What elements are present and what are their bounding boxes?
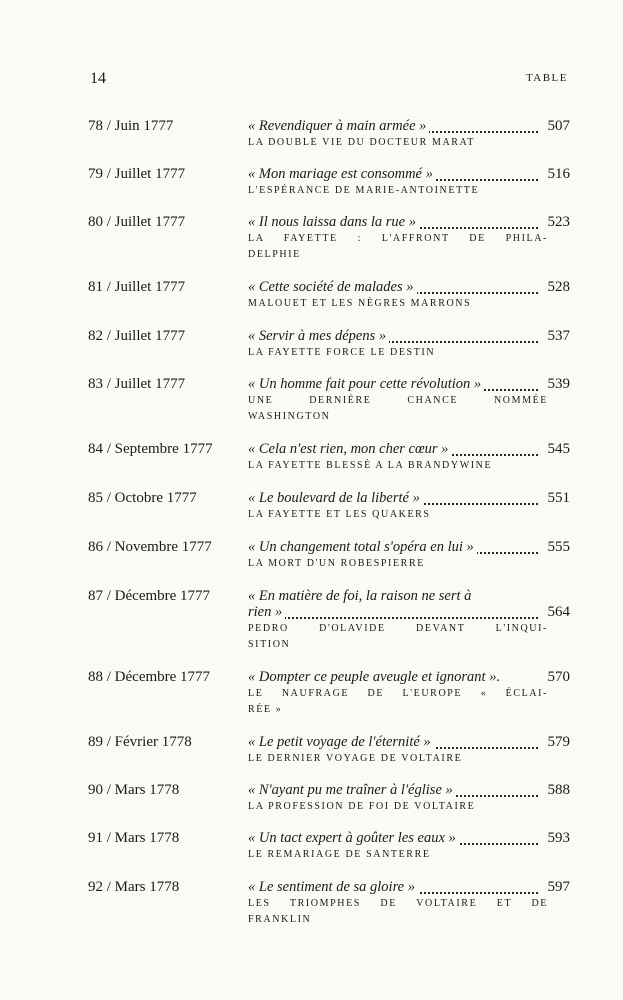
entry-page-number: 528 <box>545 279 571 295</box>
entry-body <box>248 734 570 767</box>
entry-body <box>248 539 570 572</box>
entry-title: « Le boulevard de la liberté » 551 <box>248 490 570 506</box>
entry-title: « Le petit voyage de l'éternité » 579 <box>248 734 570 750</box>
entry-subtitle: LE DERNIER VOYAGE DE VOLTAIRE <box>248 753 463 764</box>
entry-page-number: 564 <box>545 604 571 620</box>
entry-subtitle: MALOUET ET LES NÈGRES MARRONS <box>248 298 472 309</box>
entry-date: 85 / Octobre 1777 <box>88 490 197 506</box>
entry-page-number: 570 <box>545 669 571 685</box>
entry-date: 84 / Septembre 1777 <box>88 441 213 457</box>
entry-page-number: 516 <box>545 166 571 182</box>
entry-title: « N'ayant pu me traîner à l'église » 588 <box>248 782 570 798</box>
entry-body <box>248 441 570 474</box>
entry-page-number: 579 <box>545 734 571 750</box>
entry-date: 87 / Décembre 1777 <box>88 588 211 604</box>
entry-body <box>248 118 570 151</box>
entry-title: « Mon mariage est consommé » 516 <box>248 166 570 182</box>
entry-date: 91 / Mars 1778 <box>88 830 180 846</box>
entry-subtitle: LA FAYETTE BLESSÉ A LA BRANDYWINE <box>248 460 493 471</box>
entry-title: « Un homme fait pour cette révolution » 539 <box>248 376 570 392</box>
entry-title: « Un tact expert à goûter les eaux » 593 <box>248 830 570 846</box>
page-header <box>90 70 568 90</box>
running-title: TABLE <box>525 72 568 84</box>
entry-page-number: 551 <box>545 490 571 506</box>
entry-title: « Le sentiment de sa gloire » 597 <box>248 879 570 895</box>
entry-subtitle: LA DOUBLE VIE DU DOCTEUR MARAT <box>248 137 475 148</box>
entry-body <box>248 782 570 815</box>
entry-title: « Servir à mes dépens » 537 <box>248 328 570 344</box>
entry-title: « Cette société de malades » 528 <box>248 279 570 295</box>
entry-title: « Un changement total s'opéra en lui » 555 <box>248 539 570 555</box>
entry-title: rien » 564 <box>248 604 570 620</box>
entry-page-number: 588 <box>545 782 571 798</box>
entry-subtitle: PEDRO D'OLAVIDE DEVANT L'INQUI- SITION <box>248 623 548 650</box>
entry-date: 82 / Juillet 1777 <box>88 328 186 344</box>
entry-page-number: 593 <box>545 830 571 846</box>
entry-date: 79 / Juillet 1777 <box>88 166 186 182</box>
entry-date: 92 / Mars 1778 <box>88 879 180 895</box>
entry-title: « Cela n'est rien, mon cher cœur » 545 <box>248 441 570 457</box>
entry-body <box>248 214 570 263</box>
entry-page-number: 597 <box>545 879 571 895</box>
entry-subtitle: LE REMARIAGE DE SANTERRE <box>248 849 431 860</box>
entry-page-number: 537 <box>545 328 571 344</box>
entry-body <box>248 588 570 653</box>
entry-date: 81 / Juillet 1777 <box>88 279 186 295</box>
entry-page-number: 523 <box>545 214 571 230</box>
entry-subtitle: LA MORT D'UN ROBESPIERRE <box>248 558 425 569</box>
entry-subtitle: LA FAYETTE : L'AFFRONT DE PHILA- DELPHIE <box>248 233 548 260</box>
entry-page-number: 545 <box>545 441 571 457</box>
entry-page-number: 507 <box>545 118 571 134</box>
entry-date: 86 / Novembre 1777 <box>88 539 212 555</box>
entry-page-number: 555 <box>545 539 571 555</box>
entry-body <box>248 669 570 718</box>
entry-body <box>248 490 570 523</box>
entry-title-line: « En matière de foi, la raison ne sert à <box>248 588 570 604</box>
entry-subtitle: LA PROFESSION DE FOI DE VOLTAIRE <box>248 801 476 812</box>
entry-subtitle: LES TRIOMPHES DE VOLTAIRE ET DE FRANKLIN <box>248 898 548 925</box>
entry-date: 90 / Mars 1778 <box>88 782 180 798</box>
entry-body <box>248 879 570 928</box>
entry-body <box>248 830 570 863</box>
entry-body <box>248 376 570 425</box>
entry-date: 88 / Décembre 1777 <box>88 669 211 685</box>
entry-body <box>248 166 570 199</box>
entry-date: 80 / Juillet 1777 <box>88 214 186 230</box>
entry-date: 78 / Juin 1777 <box>88 118 174 134</box>
entry-title: « Il nous laissa dans la rue » 523 <box>248 214 570 230</box>
entry-body <box>248 279 570 312</box>
entry-page-number: 539 <box>545 376 571 392</box>
leader-dots <box>248 617 538 619</box>
entry-title: « Dompter ce peuple aveugle et ignorant ». 570 <box>248 669 570 685</box>
entry-date: 83 / Juillet 1777 <box>88 376 186 392</box>
entry-subtitle: LA FAYETTE FORCE LE DESTIN <box>248 347 436 358</box>
page-number: 14 <box>90 70 106 87</box>
entry-subtitle: L'ESPÉRANCE DE MARIE-ANTOINETTE <box>248 185 480 196</box>
entry-subtitle: UNE DERNIÈRE CHANCE NOMMÉE WASHINGTON <box>248 395 548 422</box>
entry-subtitle: LE NAUFRAGE DE L'EUROPE « ÉCLAI- RÉE » <box>248 688 548 715</box>
entry-subtitle: LA FAYETTE ET LES QUAKERS <box>248 509 431 520</box>
entry-title: « Revendiquer à main armée » 507 <box>248 118 570 134</box>
entry-body <box>248 328 570 361</box>
entry-date: 89 / Février 1778 <box>88 734 192 750</box>
